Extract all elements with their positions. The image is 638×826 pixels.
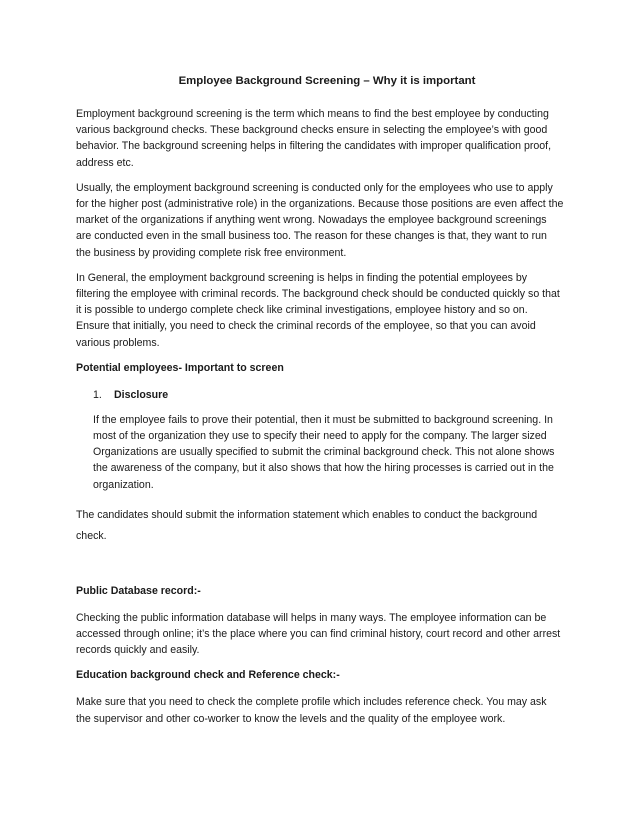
list-item-disclosure — [93, 387, 564, 403]
paragraph-education-reference: Make sure that you need to check the complete profile which includes reference check. You may ask the supervisor and other co-worker to know the levels and the quality of the employee work. — [76, 696, 547, 725]
paragraph-candidates: The candidates should submit the information statement which enables to conduct the background check. — [76, 508, 538, 542]
paragraph-usage: Usually, the employment background screening is conducted only for the employees who use to apply for the higher post (administrative role) in the organizations. Because those positions are even affect the market of the organizations if anything went wrong. Nowadays the employee background screenings are conducted even in the small business too. The reason for these changes is that, they want to run the business by providing complete risk free environment. — [76, 181, 564, 259]
paragraph-intro: Employment background screening is the term which means to find the best employee by conducting various background checks. These background checks ensure in selecting the employee’s with good behavior. The background screening helps in filtering the candidates with improper qualification proof, address etc. — [76, 108, 552, 169]
document-title: Employee Background Screening – Why it is important — [178, 75, 476, 87]
paragraph-public-database: Checking the public information database will helps in many ways. The employee information can be accessed through online; it’s the place where you can find criminal history, court record and other arrest records quickly and easily. — [76, 611, 561, 657]
heading-education-reference: Education background check and Reference check:- — [76, 669, 340, 682]
list-number: 1. — [93, 388, 102, 401]
heading-public-database: Public Database record:- — [76, 584, 201, 597]
paragraph-disclosure: If the employee fails to prove their potential, then it must be submitted to background screening. In most of the organization they use to specify their need to apply for the company. The larger sized Organizations are usually specified to submit the criminal background check. This not alone shows the awareness of the company, but it also shows that how the hiring processes is carried out in the organization. — [93, 413, 555, 491]
heading-potential-employees: Potential employees- Important to screen — [76, 361, 284, 374]
list-label-disclosure: Disclosure — [114, 388, 169, 401]
paragraph-general: In General, the employment background screening is helps in finding the potential employees by filtering the employee with criminal records. The background check should be conducted quickly so that it is possible to undergo complete check like criminal investigations, employee history and so on. Ensure that initially, you need to check the criminal records of the employee, so that you can avoid various problems. — [76, 271, 560, 349]
